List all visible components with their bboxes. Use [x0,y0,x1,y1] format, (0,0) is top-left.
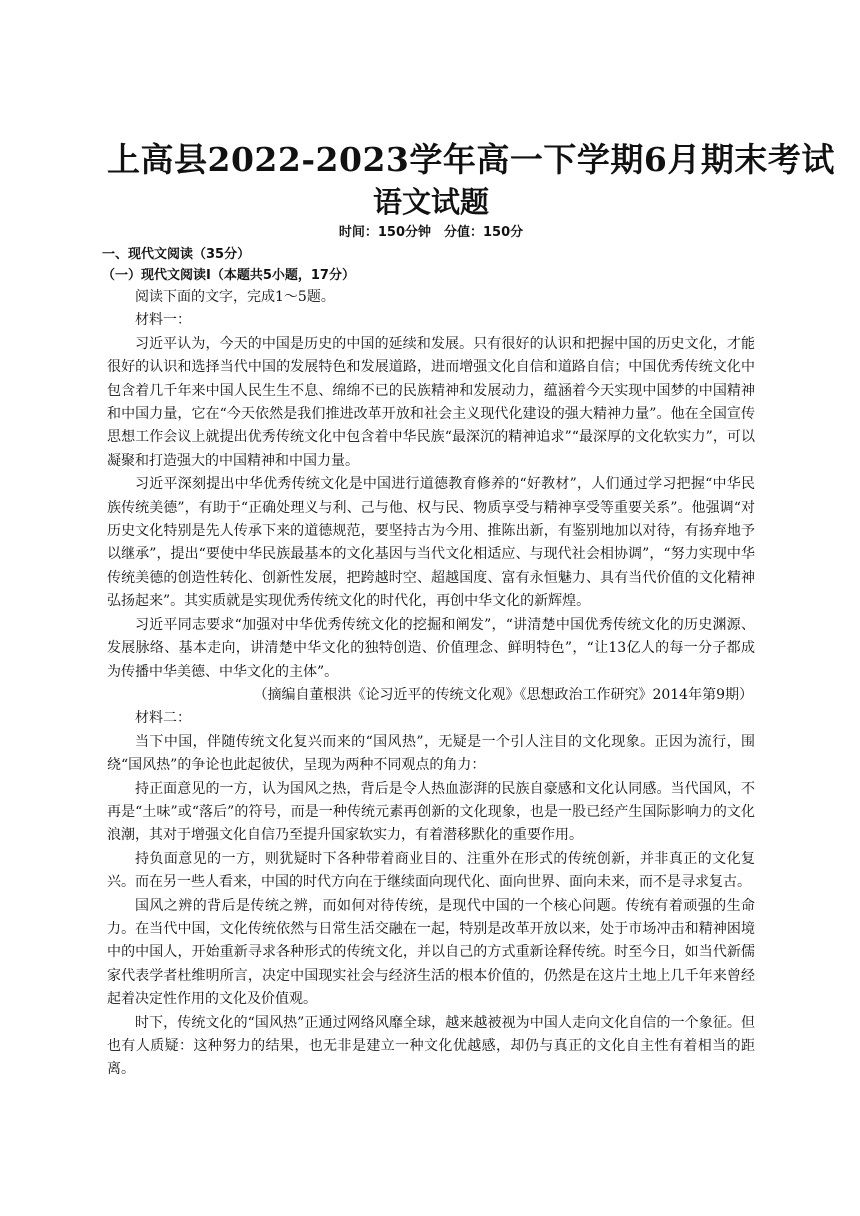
section-heading: 一、现代文阅读（35分） [102,247,251,262]
instructions: 阅读下面的文字，完成1～5题。 [135,289,335,305]
material-one-paragraph: 习近平深刻提出中华优秀传统文化是中国进行道德教育修养的“好教材”，人们通过学习把握“中华民族传统美德”，有助于“正确处理义与利、己与他、权与民、物质享受与精神享受等重要关系”。他强调“对历史文化特别是先人传承下来的道德规范，要坚持古为今用、推陈出新，有鉴别地加以对待，有扬弃地予以继承”，提出“要使中华民族最基本的文化基因与当代文化相适应、与现代社会相协调”，“努力实现中华传统美德的创造性转化、创新性发展，把跨越时空、超越国度、富有永恒魅力、具有当代价值的文化精神弘扬起来”。其实质就是实现优秀传统文化的时代化，再创中华文化的新辉煌。 [107,476,755,610]
exam-subject-title: 语文试题 [372,185,489,219]
material-one-paragraph: 习近平同志要求“加强对中华优秀传统文化的挖掘和阐发”，“讲清楚中国优秀传统文化的历史渊源、发展脉络、基本走向，讲清楚中华文化的独特创造、价值理念、鲜明特色”，“让13亿人的每一分子都成为传播中华美德、中华文化的主体”。 [107,616,755,680]
material-one-paragraph: 习近平认为，今天的中国是历史的中国的延续和发展。只有很好的认识和把握中国的历史文化，才能很好的认识和选择当代中国的发展特色和发展道路，进而增强文化自信和道路自信；中国优秀传统文化中包含着几千年来中国人民生生不息、绵绵不已的民族精神和发展动力，蕴涵着今天实现中国梦的中国精神和中国力量，它在“今天依然是我们推进改革开放和社会主义现代化建设的强大精神力量”。他在全国宣传思想工作会议上就提出优秀传统文化中包含着中华民族“最深沉的精神追求”“最深厚的文化软实力”，可以凝聚和打造强大的中国精神和中国力量。 [107,335,755,469]
material-one-source: （摘编自董根洪《论习近平的传统文化观》《思想政治工作研究》2014年第9期） [253,686,753,703]
reading-passage [107,286,755,1082]
material-two-paragraph: 国风之辨的背后是传统之辨，而如何对待传统，是现代中国的一个核心问题。传统有着顽强的生命力。在当代中国，文化传统依然与日常生活交融在一起，特别是改革开放以来，处于市场冲击和精神困境中的中国人，开始重新寻求各种形式的传统文化，并以自己的方式重新诠释传统。时至今日，如当代新儒家代表学者杜维明所言，决定中国现实社会与经济生活的根本价值的，仍然是在这片土地上几千年来曾经起着决定性作用的文化及价值观。 [107,897,755,1008]
material-one-label: 材料一： [135,312,191,329]
exam-time-score: 时间：150分钟 分值：150分 [338,225,524,240]
material-two-paragraph: 持负面意见的一方，则犹疑时下各种带着商业目的、注重外在形式的传统创新，并非真正的文化复兴。而在另一些人看来，中国的时代方向在于继续面向现代化、面向世界、面向未来，而不是寻求复古。 [107,850,755,891]
material-two-paragraph: 持正面意见的一方，认为国风之热，背后是令人热血澎湃的民族自豪感和文化认同感。当代国风，不再是“土味”或“落后”的符号，而是一种传统元素再创新的文化现象，也是一股已经产生国际影响力的文化浪潮，其对于增强文化自信乃至提升国家软实力，有着潜移默化的重要作用。 [107,780,755,844]
material-two-paragraph: 当下中国，伴随传统文化复兴而来的“国风热”，无疑是一个引人注目的文化现象。正因为流行，围绕“国风热”的争论也此起彼伏，呈现为两种不同观点的角力： [107,733,755,774]
material-two-paragraph: 时下，传统文化的“国风热”正通过网络风靡全球，越来越被视为中国人走向文化自信的一个象征。但也有人质疑：这种努力的结果，也无非是建立一种文化优越感，却仍与真正的文化自主性有着相当的距离。 [107,1014,755,1078]
subsection-heading: （一）现代文阅读Ⅰ（本题共5小题，17分） [102,268,355,283]
exam-title: 上高县2022-2023学年高一下学期6月期末考试 [107,140,835,179]
material-two-label: 材料二： [135,710,191,727]
